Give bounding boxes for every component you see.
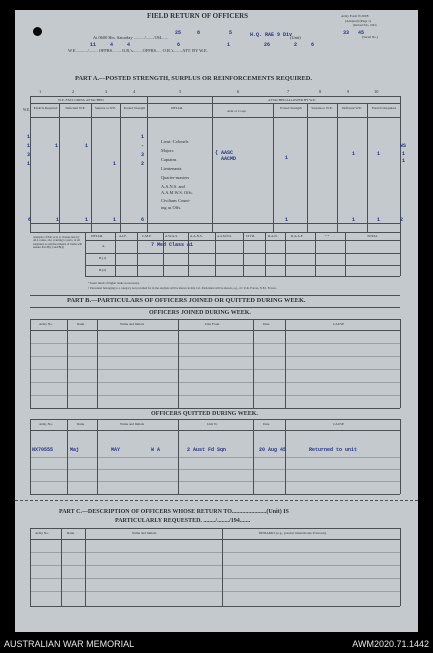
revised-note: (Revised Feb., 1943) bbox=[353, 24, 377, 27]
hw-total: 1 bbox=[56, 217, 60, 223]
hw-ors: 1 bbox=[227, 42, 231, 48]
part-c-col: Name and Initials. bbox=[132, 531, 157, 535]
hw-quit-name: MAY bbox=[111, 447, 121, 453]
part-a-heading: PART A.—POSTED STRENGTH, SURPLUS OR REINFORCEMENTS REQUIRED. bbox=[75, 75, 312, 82]
hw-serial-2: 45 bbox=[358, 30, 365, 36]
hw-cell: 1 bbox=[27, 161, 31, 167]
rule bbox=[85, 232, 86, 276]
analysis-col: A.A.M.W.S. bbox=[217, 234, 232, 238]
form-page bbox=[15, 10, 418, 632]
col-header: Surplus to W.E. bbox=[94, 106, 117, 110]
hw-quit-army-no: NX70555 bbox=[32, 447, 54, 453]
rule bbox=[30, 578, 400, 579]
analysis-col: * * bbox=[325, 234, 330, 238]
hw-unit: H.Q. RAE 9 Div bbox=[250, 32, 293, 38]
hw-total: 1 bbox=[85, 217, 89, 223]
fold-line bbox=[15, 500, 418, 501]
unit-label: (Unit) bbox=[290, 35, 301, 40]
detail-row: Quarter-masters bbox=[161, 175, 190, 180]
part-c-heading-2: PARTICULARLY REQUESTED. ......../......../194....... bbox=[115, 518, 251, 524]
rule bbox=[137, 232, 138, 276]
hw-att-3: 6 bbox=[311, 42, 315, 48]
quitted-col: Name and Initials bbox=[120, 422, 145, 426]
hrs-line: At 0600 Hrs. Saturday ........../......./194...... bbox=[93, 35, 168, 40]
part-c-col: REMARKS (e.g., present whereabouts if known). bbox=[259, 531, 327, 535]
hw-we-1: 11 bbox=[90, 42, 97, 48]
col-header: Posted Strength bbox=[280, 106, 302, 110]
rule bbox=[30, 469, 400, 470]
rule bbox=[345, 232, 346, 276]
rule bbox=[163, 232, 164, 276]
col-num: 2 bbox=[72, 89, 75, 94]
rule bbox=[400, 419, 401, 494]
attached-allowed-header: ATTACHED ALLOWED BY W.E. bbox=[268, 98, 316, 102]
army-form-number: Army Form W.3008 bbox=[341, 14, 369, 18]
part-c-col: Rank bbox=[67, 531, 75, 535]
col-header: Surplus to W.E. bbox=[311, 106, 333, 110]
col-header: Posted Strength bbox=[123, 106, 146, 110]
col-header: Deficient W.E. bbox=[341, 106, 363, 110]
quitted-col: CAUSE bbox=[333, 422, 345, 426]
joined-col: Army No. bbox=[39, 322, 53, 326]
rule bbox=[120, 103, 121, 232]
analysis-col: DETAIL bbox=[91, 234, 103, 238]
rule bbox=[147, 96, 148, 232]
rule bbox=[115, 232, 116, 276]
hw-offrs: 6 bbox=[177, 42, 181, 48]
rule bbox=[30, 307, 400, 308]
quitted-col: Unit To bbox=[207, 422, 218, 426]
detail-header: DETAIL bbox=[171, 106, 183, 110]
col-num: 4 bbox=[133, 89, 136, 94]
rule bbox=[61, 528, 62, 606]
rule bbox=[30, 494, 400, 495]
joined-heading: OFFICERS JOINED DURING WEEK. bbox=[149, 310, 251, 316]
hw-cell: 1 bbox=[402, 151, 406, 157]
hw-quit-initials: W A bbox=[151, 447, 161, 453]
hw-cell: 1 bbox=[377, 151, 381, 157]
analysis-row: B.(1) bbox=[99, 256, 107, 260]
quitted-heading: OFFICERS QUITTED DURING WEEK. bbox=[151, 411, 258, 417]
rule bbox=[212, 96, 213, 232]
rule bbox=[315, 232, 316, 276]
hw-cell: 1 bbox=[27, 143, 31, 149]
rule bbox=[30, 330, 400, 331]
hw-cell: 1 bbox=[113, 161, 117, 167]
analysis-col: R.A.N. bbox=[268, 234, 278, 238]
joined-col: CAUSE bbox=[333, 322, 345, 326]
hw-cell: - bbox=[141, 143, 145, 149]
rule bbox=[59, 103, 60, 232]
col-num: 10 bbox=[374, 89, 379, 94]
col-num: 7 bbox=[287, 89, 290, 94]
col-header: Estab'ts Required bbox=[33, 106, 58, 110]
hw-cell: WS bbox=[400, 143, 407, 149]
detail-row: Captains bbox=[161, 157, 177, 162]
hw-cell: 1 bbox=[85, 143, 89, 149]
hw-part-a-detail: 7 Med Class A1 bbox=[151, 242, 194, 248]
hw-total: 1 bbox=[352, 217, 356, 223]
analysis-col: TOTAL bbox=[367, 234, 378, 238]
analysis-col: A.I.F. bbox=[119, 234, 127, 238]
rule bbox=[30, 96, 31, 232]
rule bbox=[85, 276, 400, 277]
rule bbox=[273, 103, 274, 232]
col-num: 1 bbox=[39, 89, 42, 94]
footer-institution: AUSTRALIAN WAR MEMORIAL bbox=[4, 639, 135, 649]
hw-quit-rank: Maj bbox=[70, 447, 80, 453]
rule bbox=[30, 319, 400, 320]
footnote-1: * Insert detail of higher ranks as necessary. bbox=[88, 281, 140, 285]
rule bbox=[265, 232, 266, 276]
analysis-col: A.W.A.S. bbox=[165, 234, 179, 238]
joined-col: Unit From bbox=[205, 322, 220, 326]
rule bbox=[30, 430, 400, 431]
rule bbox=[30, 419, 400, 420]
rule bbox=[30, 117, 400, 118]
hw-cell: 1 bbox=[352, 151, 356, 157]
rule bbox=[337, 103, 338, 232]
analysis-col: C.M.F. bbox=[142, 234, 152, 238]
rule bbox=[30, 96, 400, 97]
rule bbox=[30, 408, 400, 409]
hw-serial-1: 33 bbox=[343, 30, 350, 36]
hw-total: 1 bbox=[113, 217, 117, 223]
analysis-row: B.(2) bbox=[99, 268, 107, 272]
hw-total: 1 bbox=[377, 217, 381, 223]
quitted-col: Rank bbox=[77, 422, 85, 426]
hw-cell: 1 bbox=[141, 134, 145, 140]
part-c-heading-1: PART C.—DESCRIPTION OF OFFICERS WHOSE RETURN TO.......................(Unit) IS bbox=[59, 509, 289, 515]
part-c-col: Army No. bbox=[35, 531, 49, 535]
rule bbox=[222, 528, 223, 606]
detail-row: A.A.M.W.S. Offs. bbox=[161, 190, 193, 195]
detail-row: Lieut.-Colonels bbox=[161, 139, 189, 144]
hw-attached-arm: { AASC AACMD bbox=[215, 150, 237, 162]
hw-cell: 1 bbox=[55, 143, 59, 149]
hw-cell: 1 bbox=[402, 158, 406, 164]
rule bbox=[307, 103, 308, 232]
rule bbox=[30, 552, 400, 553]
analysis-label: Analysis of Part A as to classes less by ALL ranks, also wanting to parts, in all surpluses as reinforcements of items will ensure Part B(1) and B(2) bbox=[33, 235, 83, 250]
detail-row: ing as Offs. bbox=[161, 205, 182, 210]
joined-col: Date bbox=[263, 322, 270, 326]
rule bbox=[285, 232, 286, 276]
punch-hole bbox=[33, 27, 42, 36]
hw-total: 1 bbox=[285, 217, 289, 223]
rule bbox=[85, 528, 86, 606]
col-num: 3 bbox=[105, 89, 108, 94]
we-excluding-header: W.E. EXCLUDING ATTACHED bbox=[58, 98, 104, 102]
hw-cell: 3 bbox=[141, 152, 145, 158]
we-margin-mark: W.E. bbox=[23, 108, 31, 112]
part-b-heading: PART B.—PARTICULARS OF OFFICERS JOINED OR QUITTED DURING WEEK. bbox=[67, 297, 306, 304]
hw-we-3: 4 bbox=[127, 42, 131, 48]
rule bbox=[243, 232, 244, 276]
rule bbox=[30, 103, 400, 104]
hw-cell: 3 bbox=[27, 152, 31, 158]
quitted-col: Army No. bbox=[39, 422, 53, 426]
rule bbox=[400, 319, 401, 408]
detail-row: A.A.N.S. and bbox=[161, 184, 185, 189]
rule bbox=[30, 528, 31, 606]
hw-quit-date: 20 Aug 45 bbox=[259, 447, 287, 453]
rule bbox=[30, 591, 400, 592]
hw-att-ors: 2 bbox=[294, 42, 298, 48]
footer-accession-number: AWM2020.71.1442 bbox=[352, 639, 429, 649]
hw-att-offrs: 26 bbox=[264, 42, 271, 48]
col-header: Arm or Corps bbox=[227, 109, 246, 113]
hw-date-year: 5 bbox=[229, 30, 233, 36]
col-header: Deficient W.E. bbox=[65, 106, 86, 110]
rule bbox=[188, 232, 189, 276]
analysis-col: R.A.A.F. bbox=[291, 234, 304, 238]
rule bbox=[30, 457, 400, 458]
rule bbox=[30, 565, 400, 566]
col-num: 9 bbox=[347, 89, 350, 94]
serial-label: (Serial No.) bbox=[362, 35, 379, 39]
footnote-2: † Personnel belonging to a category not provided for in the analysis will be shown in this Col. Particulars will be shown, e.g., 2/c U.K. Forces, N.E.I. Forces. bbox=[88, 286, 277, 290]
hw-quit-cause: Returned to unit bbox=[309, 447, 358, 453]
rule bbox=[30, 343, 400, 344]
joined-col: Rank bbox=[77, 322, 85, 326]
rule bbox=[30, 395, 400, 396]
detail-row: Majors bbox=[161, 148, 174, 153]
joined-col: Name and Initials bbox=[120, 322, 145, 326]
col-num: 5 bbox=[179, 89, 182, 94]
rule bbox=[30, 295, 400, 296]
analysis-col: A.A.N.S. bbox=[190, 234, 203, 238]
col-header: Estab'ts Required bbox=[372, 106, 396, 110]
rule bbox=[215, 232, 216, 276]
form-title: FIELD RETURN OF OFFICERS bbox=[147, 12, 249, 20]
detail-row: Civilians Count- bbox=[161, 198, 191, 203]
hw-total: 2 bbox=[400, 217, 404, 223]
hw-cell: 1 bbox=[285, 155, 289, 161]
rule bbox=[30, 356, 400, 357]
hw-cell: 2 bbox=[141, 161, 145, 167]
rule bbox=[400, 528, 401, 606]
rule bbox=[367, 103, 368, 232]
col-num: 8 bbox=[319, 89, 322, 94]
we-line: W.E.........../........ OFFRS........ O.R.'s........ OFFRS..... O.R.'s........ATT. BY W.E. bbox=[68, 48, 208, 53]
col-num: 6 bbox=[237, 89, 240, 94]
analysis-row: A. bbox=[102, 244, 106, 248]
detail-row: Lieutenants bbox=[161, 166, 182, 171]
rule bbox=[400, 232, 401, 276]
rule bbox=[30, 481, 400, 482]
hw-we-2: 4 bbox=[110, 42, 114, 48]
rule bbox=[30, 369, 400, 370]
rule bbox=[91, 103, 92, 232]
adapted-note: (Adapted) (Page 1) bbox=[345, 19, 371, 23]
quitted-col: Date bbox=[263, 422, 270, 426]
analysis-col: CIVIL bbox=[246, 234, 256, 238]
rule bbox=[30, 223, 400, 224]
hw-total: 6 bbox=[141, 217, 145, 223]
hw-cell: 1 bbox=[27, 134, 31, 140]
hw-date-day: 25 bbox=[175, 30, 182, 36]
rule bbox=[30, 606, 400, 607]
rule bbox=[30, 382, 400, 383]
hw-quit-unit: 2 Aust Fd Sqn bbox=[187, 447, 227, 453]
hw-total: 6 bbox=[28, 217, 32, 223]
hw-date-month: 8 bbox=[197, 30, 201, 36]
